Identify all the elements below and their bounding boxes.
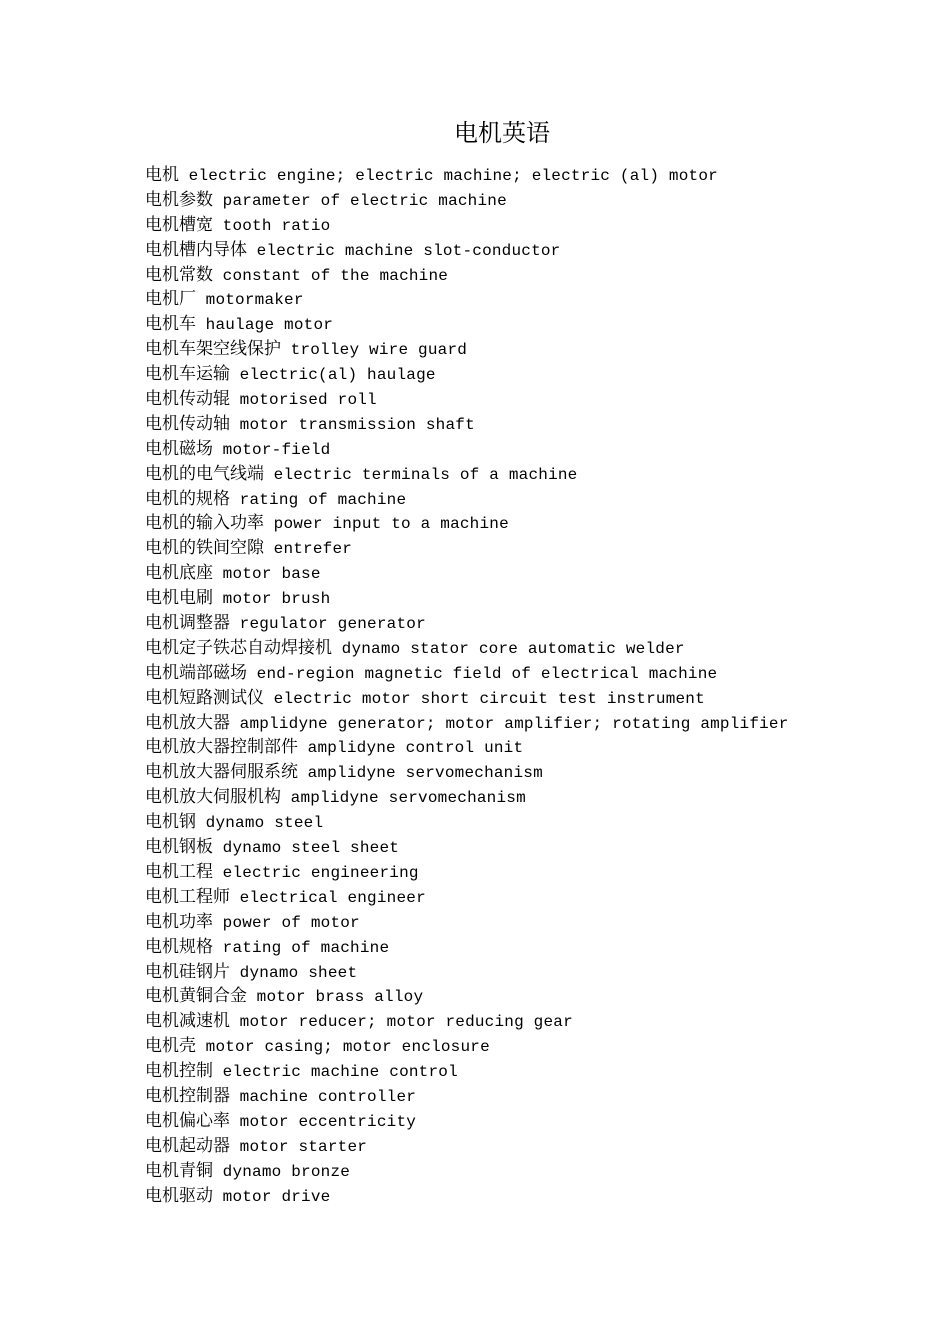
chinese-term: 电机磁场 bbox=[145, 438, 213, 459]
glossary-entry bbox=[145, 1159, 935, 1184]
english-term: regulator generator bbox=[239, 615, 426, 634]
english-term: motor transmission shaft bbox=[239, 415, 475, 434]
chinese-term: 电机钢板 bbox=[145, 837, 213, 858]
glossary-entry bbox=[145, 263, 935, 288]
chinese-term: 电机放大器 bbox=[145, 712, 230, 733]
chinese-term: 电机工程师 bbox=[145, 886, 230, 907]
glossary-entry bbox=[145, 213, 935, 238]
chinese-term: 电机控制器 bbox=[145, 1085, 230, 1106]
glossary-entry bbox=[145, 1034, 935, 1059]
chinese-term: 电机青铜 bbox=[145, 1160, 213, 1181]
glossary-entry bbox=[145, 412, 935, 437]
english-term: dynamo sheet bbox=[239, 963, 358, 982]
glossary-entry bbox=[145, 1184, 935, 1209]
glossary-entry bbox=[145, 163, 935, 188]
glossary-entry bbox=[145, 711, 935, 736]
glossary-entry bbox=[145, 810, 935, 835]
chinese-term: 电机厂 bbox=[145, 289, 196, 310]
glossary-entry bbox=[145, 586, 935, 611]
glossary-entry bbox=[145, 860, 935, 885]
glossary-entry bbox=[145, 387, 935, 412]
english-term: tooth ratio bbox=[222, 216, 331, 235]
glossary-entry bbox=[145, 835, 935, 860]
english-term: motorised roll bbox=[239, 391, 377, 410]
english-term: motor brush bbox=[222, 590, 331, 609]
chinese-term: 电机黄铜合金 bbox=[145, 986, 247, 1007]
english-term: rating of machine bbox=[222, 938, 390, 957]
glossary-entry bbox=[145, 312, 935, 337]
chinese-term: 电机 bbox=[145, 165, 179, 185]
chinese-term: 电机壳 bbox=[145, 1036, 196, 1057]
glossary-entry bbox=[145, 760, 935, 785]
glossary-entry bbox=[145, 885, 935, 910]
glossary-entry bbox=[145, 984, 935, 1009]
english-term: electric terminals of a machine bbox=[273, 465, 578, 484]
english-term: amplidyne control unit bbox=[307, 739, 524, 758]
chinese-term: 电机放大器伺服系统 bbox=[145, 762, 298, 783]
english-term: electric machine control bbox=[222, 1063, 458, 1082]
english-term: electric engine; electric machine; electric (al) motor bbox=[188, 167, 718, 185]
chinese-term: 电机减速机 bbox=[145, 1011, 230, 1032]
english-term: motormaker bbox=[205, 291, 304, 310]
chinese-term: 电机驱动 bbox=[145, 1185, 213, 1206]
chinese-term: 电机传动辊 bbox=[145, 389, 230, 410]
chinese-term: 电机车 bbox=[145, 314, 196, 335]
glossary-entry bbox=[145, 487, 935, 512]
english-term: constant of the machine bbox=[222, 266, 449, 285]
english-term: electric engineering bbox=[222, 863, 419, 882]
glossary-entry bbox=[145, 238, 935, 263]
chinese-term: 电机参数 bbox=[145, 189, 213, 210]
english-term: machine controller bbox=[239, 1087, 417, 1106]
english-term: power of motor bbox=[222, 913, 360, 932]
chinese-term: 电机的电气线端 bbox=[145, 463, 264, 484]
chinese-term: 电机车架空线保护 bbox=[145, 339, 281, 360]
chinese-term: 电机硅钢片 bbox=[145, 961, 230, 982]
english-term: parameter of electric machine bbox=[222, 191, 507, 210]
chinese-term: 电机功率 bbox=[145, 911, 213, 932]
english-term: dynamo steel sheet bbox=[222, 839, 400, 858]
chinese-term: 电机底座 bbox=[145, 563, 213, 584]
english-term: amplidyne generator; motor amplifier; rotating amplifier bbox=[239, 714, 789, 733]
glossary-entry bbox=[145, 462, 935, 487]
glossary-entry bbox=[145, 536, 935, 561]
glossary-entry bbox=[145, 661, 935, 686]
chinese-term: 电机控制 bbox=[145, 1061, 213, 1082]
english-term: motor drive bbox=[222, 1187, 331, 1206]
chinese-term: 电机定子铁芯自动焊接机 bbox=[145, 637, 332, 658]
chinese-term: 电机槽宽 bbox=[145, 214, 213, 235]
english-term: rating of machine bbox=[239, 490, 407, 509]
english-term: amplidyne servomechanism bbox=[307, 764, 543, 783]
chinese-term: 电机偏心率 bbox=[145, 1110, 230, 1131]
glossary-entry bbox=[145, 1059, 935, 1084]
chinese-term: 电机短路测试仪 bbox=[145, 687, 264, 708]
english-term: dynamo stator core automatic welder bbox=[341, 639, 685, 658]
english-term: motor eccentricity bbox=[239, 1112, 417, 1131]
chinese-term: 电机车运输 bbox=[145, 364, 230, 385]
english-term: electric motor short circuit test instrument bbox=[273, 689, 705, 708]
english-term: motor starter bbox=[239, 1137, 368, 1156]
glossary-entry bbox=[145, 910, 935, 935]
glossary-entry bbox=[145, 960, 935, 985]
chinese-term: 电机的规格 bbox=[145, 488, 230, 509]
chinese-term: 电机调整器 bbox=[145, 613, 230, 634]
glossary-entry bbox=[145, 561, 935, 586]
glossary-entry bbox=[145, 362, 935, 387]
chinese-term: 电机常数 bbox=[145, 264, 213, 285]
english-term: electrical engineer bbox=[239, 888, 426, 907]
chinese-term: 电机的铁间空隙 bbox=[145, 538, 264, 559]
glossary-entry bbox=[145, 935, 935, 960]
chinese-term: 电机传动轴 bbox=[145, 413, 230, 434]
glossary-entry bbox=[145, 188, 935, 213]
document-title: 电机英语 bbox=[454, 119, 550, 147]
english-term: dynamo bronze bbox=[222, 1162, 351, 1181]
glossary-entry bbox=[145, 686, 935, 711]
english-term: motor-field bbox=[222, 440, 331, 459]
english-term: amplidyne servomechanism bbox=[290, 789, 526, 808]
chinese-term: 电机放大器控制部件 bbox=[145, 737, 298, 758]
glossary-entry bbox=[145, 1084, 935, 1109]
english-term: motor brass alloy bbox=[256, 988, 424, 1007]
glossary-entry bbox=[145, 337, 935, 362]
english-term: motor reducer; motor reducing gear bbox=[239, 1013, 573, 1032]
glossary-entry bbox=[145, 1109, 935, 1134]
glossary-entry bbox=[145, 735, 935, 760]
glossary-entry bbox=[145, 636, 935, 661]
chinese-term: 电机起动器 bbox=[145, 1135, 230, 1156]
english-term: dynamo steel bbox=[205, 814, 324, 833]
glossary-entry bbox=[145, 511, 935, 536]
glossary-entry bbox=[145, 287, 935, 312]
chinese-term: 电机槽内导体 bbox=[145, 239, 247, 260]
glossary-entry bbox=[145, 611, 935, 636]
chinese-term: 电机钢 bbox=[145, 812, 196, 833]
english-term: electric machine slot-conductor bbox=[256, 241, 561, 260]
glossary-list bbox=[145, 163, 935, 1208]
chinese-term: 电机放大伺服机构 bbox=[145, 787, 281, 808]
english-term: trolley wire guard bbox=[290, 341, 468, 360]
english-term: power input to a machine bbox=[273, 515, 509, 534]
english-term: haulage motor bbox=[205, 316, 334, 335]
chinese-term: 电机电刷 bbox=[145, 588, 213, 609]
english-term: entrefer bbox=[273, 540, 353, 559]
english-term: motor casing; motor enclosure bbox=[205, 1038, 490, 1057]
glossary-entry bbox=[145, 1009, 935, 1034]
chinese-term: 电机规格 bbox=[145, 936, 213, 957]
chinese-term: 电机的输入功率 bbox=[145, 513, 264, 534]
glossary-entry bbox=[145, 785, 935, 810]
glossary-entry bbox=[145, 1134, 935, 1159]
chinese-term: 电机工程 bbox=[145, 861, 213, 882]
english-term: motor base bbox=[222, 565, 321, 584]
english-term: end-region magnetic field of electrical machine bbox=[256, 664, 718, 683]
english-term: electric(al) haulage bbox=[239, 366, 436, 385]
chinese-term: 电机端部磁场 bbox=[145, 662, 247, 683]
glossary-entry bbox=[145, 437, 935, 462]
